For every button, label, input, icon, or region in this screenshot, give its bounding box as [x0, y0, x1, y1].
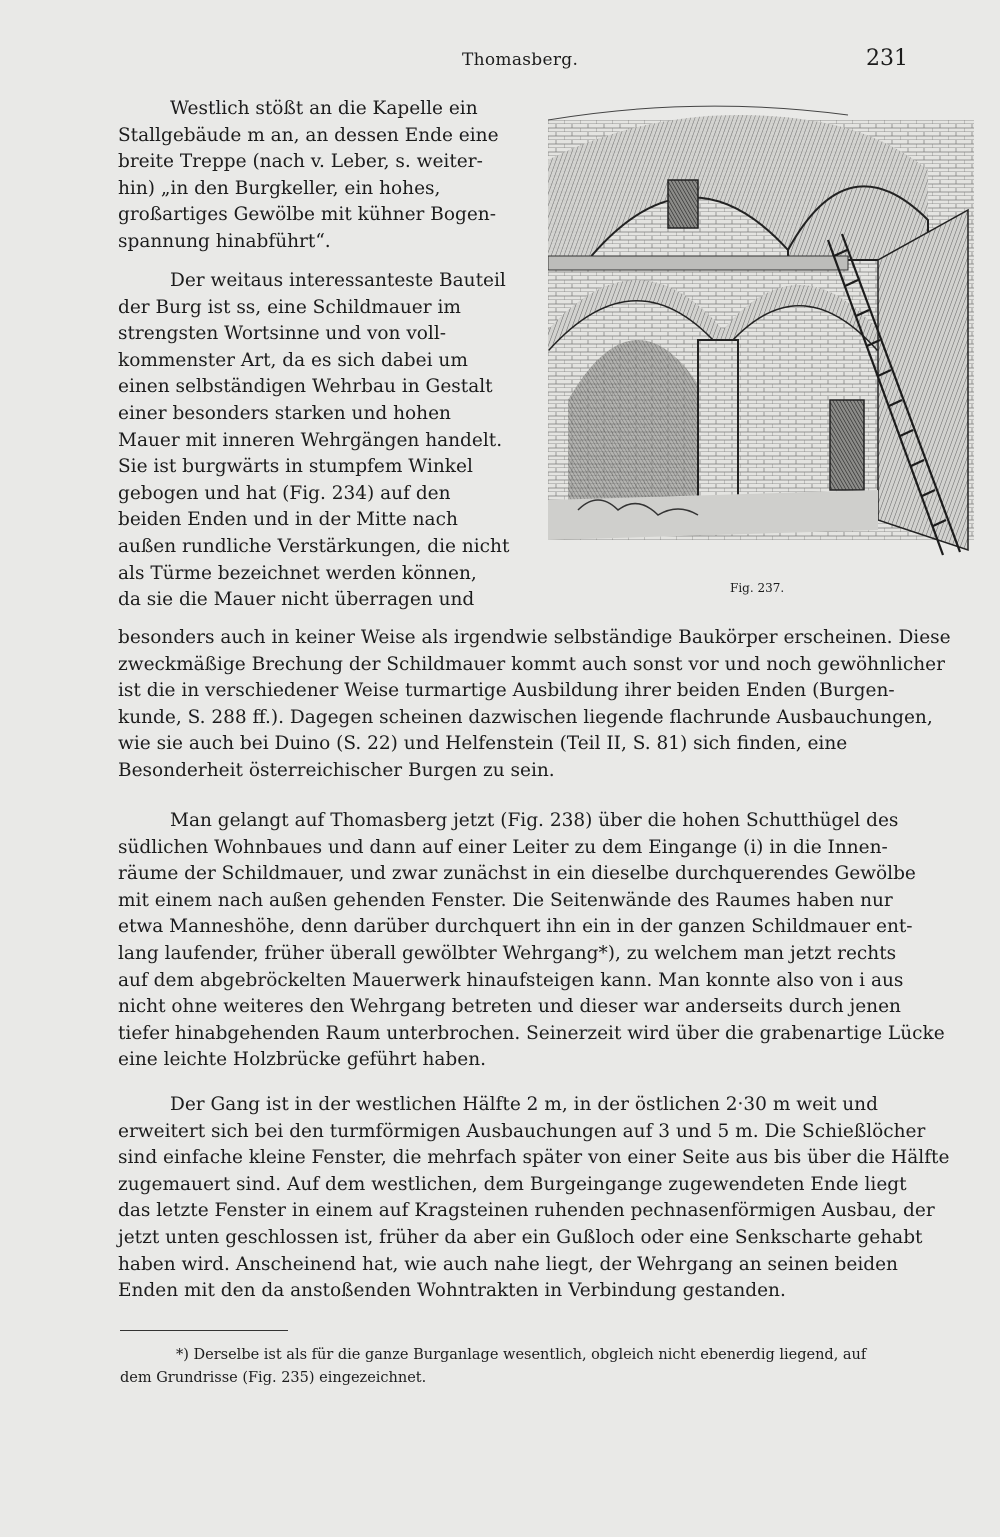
- text-line: jetzt unten geschlossen ist, früher da aber ein Gußloch oder eine Senkscharte gehabt: [118, 1226, 923, 1248]
- text-line: zweckmäßige Brechung der Schildmauer kommt auch sonst vor und noch gewöhnlicher: [118, 653, 945, 675]
- paragraph-2: [118, 268, 510, 614]
- text-line: ist die in verschiedener Weise turmartige Ausbildung ihrer beiden Enden (Burgen-: [118, 680, 895, 702]
- paragraph-3: [118, 808, 945, 1074]
- paragraph-4: [118, 1092, 950, 1305]
- footnote-line: *) Derselbe ist als für die ganze Burganlage wesentlich, obgleich nicht ebenerdig liegend, auf: [176, 1347, 867, 1363]
- text-line: kommenster Art, da es sich dabei um: [118, 349, 468, 371]
- text-line: Sie ist burgwärts in stumpfem Winkel: [118, 456, 473, 478]
- text-line: der Burg ist ss, eine Schildmauer im: [118, 296, 461, 318]
- text-line: tiefer hinabgehenden Raum unterbrochen. Seinerzeit wird über die grabenartige Lücke: [118, 1022, 945, 1044]
- text-line: mit einem nach außen gehenden Fenster. Die Seitenwände des Raumes haben nur: [118, 889, 893, 911]
- text-line: zugemauert sind. Auf dem westlichen, dem Burgeingange zugewendeten Ende liegt: [118, 1173, 907, 1195]
- text-line: haben wird. Anscheinend hat, wie auch nahe liegt, der Wehrgang an seinen beiden: [118, 1253, 898, 1275]
- paragraph-1: [118, 96, 498, 256]
- text-line: eine leichte Holzbrücke geführt haben.: [118, 1049, 487, 1071]
- running-header: Thomasberg.: [462, 50, 579, 70]
- text-line: sind einfache kleine Fenster, die mehrfach später von einer Seite aus bis über die Hälfte: [118, 1147, 950, 1169]
- text-line: gebogen und hat (Fig. 234) auf den: [118, 482, 451, 504]
- cellar-vault-illustration: [548, 100, 974, 562]
- text-line: etwa Manneshöhe, denn darüber durchquert ihn ein in der ganzen Schildmauer ent-: [118, 916, 913, 938]
- figure-caption: Fig. 237.: [730, 581, 785, 595]
- text-line: spannung hinabführt“.: [118, 230, 331, 252]
- text-line: das letzte Fenster in einem auf Kragsteinen ruhenden pechnasenförmigen Ausbau, der: [118, 1200, 935, 1222]
- text-line: Besonderheit österreichischer Burgen zu sein.: [118, 759, 555, 781]
- text-line: breite Treppe (nach v. Leber, s. weiter-: [118, 151, 483, 173]
- text-line: Der Gang ist in der westlichen Hälfte 2 m, in der östlichen 2·30 m weit und: [170, 1094, 878, 1115]
- text-line: südlichen Wohnbaues und dann auf einer Leiter zu dem Eingange (i) in die Innen-: [118, 836, 888, 858]
- text-line: strengsten Wortsinne und von voll-: [118, 323, 447, 345]
- text-line: da sie die Mauer nicht überragen und: [118, 589, 475, 611]
- footnote: [120, 1344, 935, 1390]
- page-number: 231: [866, 46, 908, 71]
- footnote-rule: [120, 1330, 288, 1331]
- text-line: als Türme bezeichnet werden können,: [118, 562, 477, 584]
- text-line: beiden Enden und in der Mitte nach: [118, 509, 458, 531]
- text-line: auf dem abgebröckelten Mauerwerk hinaufsteigen kann. Man konnte also von i aus: [118, 969, 904, 991]
- text-line: Enden mit den da anstoßenden Wohntrakten in Verbindung gestanden.: [118, 1280, 786, 1302]
- text-line: besonders auch in keiner Weise als irgendwie selbständige Baukörper erscheinen. Diese: [118, 627, 951, 648]
- text-line: Westlich stößt an die Kapelle ein: [170, 98, 478, 119]
- text-line: einer besonders starken und hohen: [118, 402, 451, 424]
- illustration-drawing: [548, 100, 974, 562]
- text-line: großartiges Gewölbe mit kühner Bogen-: [118, 204, 496, 226]
- text-line: hin) „in den Burgkeller, ein hohes,: [118, 177, 441, 199]
- text-line: Stallgebäude m an, an dessen Ende eine: [118, 124, 499, 146]
- text-line: Mauer mit inneren Wehrgängen handelt.: [118, 429, 503, 451]
- text-line: erweitert sich bei den turmförmigen Ausbauchungen auf 3 und 5 m. Die Schießlöcher: [118, 1120, 926, 1142]
- text-line: Man gelangt auf Thomasberg jetzt (Fig. 238) über die hohen Schutthügel des: [170, 810, 899, 831]
- text-line: einen selbständigen Wehrbau in Gestalt: [118, 376, 493, 398]
- text-line: Der weitaus interessanteste Bauteil: [170, 270, 506, 291]
- text-line: außen rundliche Verstärkungen, die nicht: [118, 535, 510, 557]
- paragraph-2-continued: [118, 625, 951, 785]
- text-line: lang laufender, früher überall gewölbter Wehrgang*), zu welchem man jetzt rechts: [118, 942, 897, 964]
- footnote-line: dem Grundrisse (Fig. 235) eingezeichnet.: [120, 1370, 427, 1386]
- text-line: nicht ohne weiteres den Wehrgang betreten und dieser war anderseits durch jenen: [118, 996, 901, 1018]
- text-line: kunde, S. 288 ff.). Dagegen scheinen dazwischen liegende flachrunde Ausbauchungen,: [118, 706, 933, 728]
- text-line: wie sie auch bei Duino (S. 22) und Helfenstein (Teil II, S. 81) sich finden, eine: [118, 733, 848, 755]
- text-line: räume der Schildmauer, und zwar zunächst in ein dieselbe durchquerendes Gewölbe: [118, 863, 916, 885]
